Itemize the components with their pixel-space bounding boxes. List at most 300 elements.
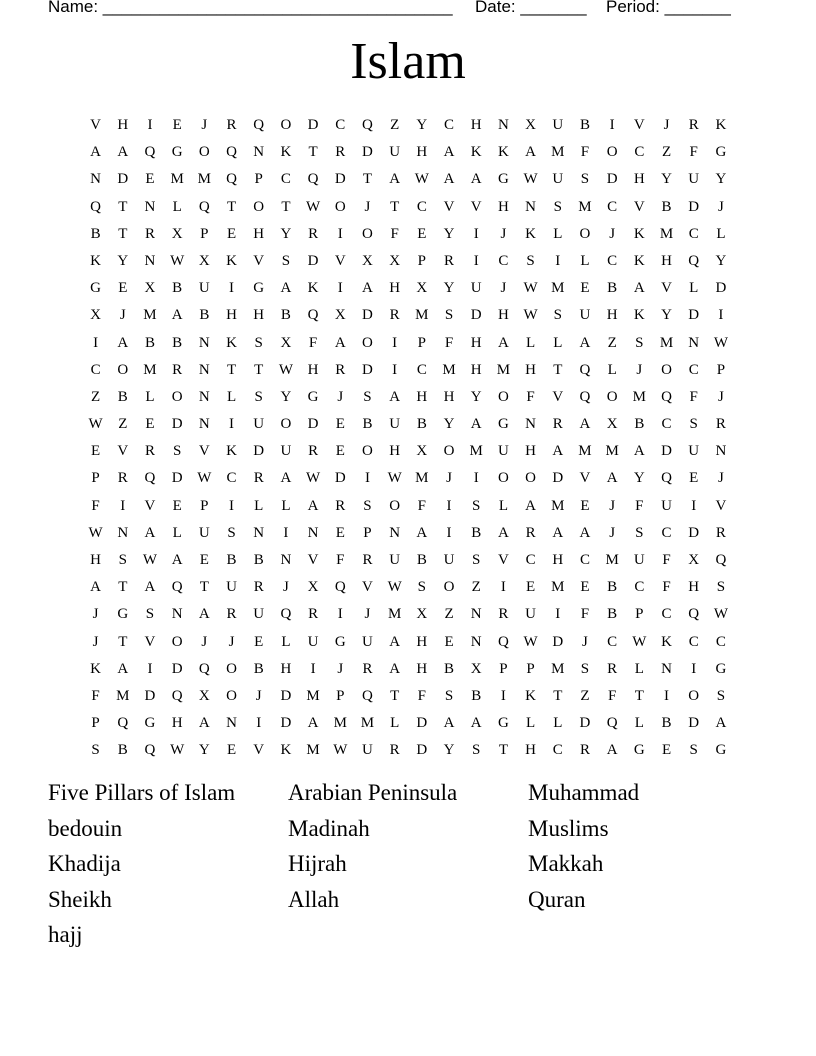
grid-letter: A: [307, 715, 319, 732]
grid-letter: K: [661, 633, 672, 650]
grid-letter: E: [526, 579, 536, 596]
grid-letter: W: [306, 198, 321, 215]
grid-letter: R: [226, 606, 237, 623]
grid-letter: C: [688, 633, 699, 650]
grid-letter: I: [718, 307, 724, 324]
grid-row: [82, 302, 735, 329]
grid-letter: I: [229, 416, 235, 433]
grid-letter: O: [226, 687, 237, 704]
grid-letter: M: [605, 552, 619, 568]
grid-letter: G: [715, 144, 727, 161]
grid-letter: S: [553, 307, 562, 324]
grid-letter: K: [226, 443, 237, 460]
grid-letter: D: [334, 470, 346, 487]
grid-letter: C: [661, 606, 672, 623]
grid-letter: J: [337, 660, 344, 677]
grid-letter: J: [636, 361, 643, 378]
grid-letter: G: [253, 280, 265, 297]
grid-letter: L: [281, 497, 291, 514]
grid-letter: R: [579, 742, 590, 759]
grid-letter: E: [689, 470, 699, 487]
grid-letter: D: [280, 687, 292, 704]
grid-letter: F: [662, 552, 671, 568]
grid-letter: V: [253, 742, 265, 759]
grid-letter: B: [607, 606, 618, 623]
grid-letter: P: [417, 334, 427, 351]
grid-letter: A: [144, 524, 156, 541]
grid-row: [82, 656, 735, 683]
grid-row: [82, 493, 735, 520]
grid-letter: L: [553, 334, 563, 351]
grid-letter: R: [335, 144, 346, 161]
grid-letter: C: [579, 552, 590, 568]
grid-letter: F: [417, 687, 427, 704]
grid-letter: R: [362, 660, 373, 677]
grid-letter: A: [171, 307, 183, 324]
grid-letter: C: [416, 361, 427, 378]
grid-letter: T: [390, 687, 400, 704]
name-field-label[interactable]: Name: _____________________________________: [48, 0, 453, 16]
grid-letter: G: [633, 742, 645, 759]
grid-row: [82, 438, 735, 465]
grid-letter: F: [580, 144, 590, 161]
grid-letter: A: [443, 144, 455, 161]
grid-letter: I: [392, 334, 398, 351]
grid-letter: J: [500, 280, 507, 297]
grid-letter: Y: [280, 388, 292, 405]
grid-letter: B: [280, 307, 291, 324]
grid-letter: J: [717, 198, 724, 215]
grid-letter: S: [689, 416, 698, 433]
grid-letter: M: [387, 606, 402, 623]
grid-letter: T: [362, 171, 373, 188]
grid-letter: N: [144, 198, 156, 215]
grid-letter: A: [171, 552, 183, 568]
grid-letter: A: [715, 715, 727, 732]
grid-letter: A: [117, 144, 129, 161]
grid-letter: J: [201, 633, 208, 650]
grid-letter: Q: [144, 144, 156, 161]
grid-letter: O: [443, 443, 455, 460]
grid-row: [82, 357, 735, 384]
grid-letter: S: [281, 252, 291, 269]
grid-letter: S: [472, 497, 481, 514]
grid-letter: M: [442, 361, 456, 378]
grid-letter: M: [143, 307, 157, 324]
grid-letter: E: [580, 579, 590, 596]
grid-letter: C: [661, 524, 672, 541]
grid-letter: V: [715, 497, 727, 514]
grid-letter: N: [497, 117, 509, 133]
grid-letter: L: [716, 225, 726, 242]
grid-letter: A: [389, 660, 401, 677]
grid-letter: Z: [471, 579, 481, 596]
grid-letter: U: [280, 443, 292, 460]
grid-letter: S: [716, 687, 726, 704]
grid-letter: E: [172, 497, 182, 514]
grid-letter: N: [525, 416, 537, 433]
grid-letter: K: [525, 687, 537, 704]
grid-letter: T: [254, 361, 264, 378]
grid-letter: H: [470, 117, 482, 133]
grid-letter: N: [688, 334, 700, 351]
grid-letter: A: [307, 497, 319, 514]
grid-letter: Y: [661, 171, 672, 188]
grid-letter: O: [525, 470, 537, 487]
grid-letter: W: [197, 470, 212, 487]
grid-letter: M: [415, 307, 429, 324]
grid-letter: O: [606, 388, 618, 405]
grid-letter: W: [170, 252, 185, 269]
grid-letter: Q: [661, 470, 672, 487]
grid-letter: K: [633, 307, 645, 324]
grid-letter: G: [307, 388, 319, 405]
grid-letter: Q: [606, 715, 618, 732]
grid-letter: R: [525, 524, 536, 541]
grid-letter: P: [635, 606, 644, 623]
grid-letter: V: [470, 198, 482, 215]
word-list-item: hajj: [48, 922, 83, 947]
grid-letter: F: [526, 388, 535, 405]
grid-letter: S: [635, 334, 644, 351]
word-list-item: Muslims: [528, 815, 609, 841]
grid-letter: M: [551, 579, 565, 596]
grid-letter: E: [145, 171, 155, 188]
grid-letter: D: [552, 470, 564, 487]
grid-letter: O: [280, 416, 292, 433]
grid-letter: H: [443, 388, 455, 405]
word-list-item: Makkah: [528, 851, 604, 876]
grid-letter: A: [198, 715, 210, 732]
grid-letter: S: [227, 524, 236, 541]
grid-letter: D: [362, 307, 373, 324]
grid-letter: B: [444, 660, 455, 677]
grid-letter: U: [389, 416, 401, 433]
grid-letter: O: [198, 144, 210, 161]
grid-letter: S: [145, 606, 155, 623]
grid-letter: L: [526, 715, 536, 732]
grid-letter: B: [416, 552, 427, 568]
grid-letter: F: [444, 334, 454, 351]
grid-letter: I: [256, 715, 262, 732]
grid-letter: V: [362, 579, 373, 596]
grid-letter: K: [280, 742, 292, 759]
grid-letter: L: [145, 388, 155, 405]
grid-letter: D: [307, 117, 319, 133]
grid-letter: D: [688, 524, 700, 541]
period-field-label[interactable]: Period: _______: [606, 0, 731, 16]
grid-letter: X: [307, 579, 319, 596]
grid-letter: W: [333, 742, 348, 759]
grid-letter: H: [470, 334, 482, 351]
grid-letter: M: [551, 497, 565, 514]
grid-letter: V: [334, 252, 346, 269]
grid-letter: E: [580, 497, 590, 514]
grid-letter: W: [523, 171, 538, 188]
grid-letter: B: [117, 388, 128, 405]
grid-letter: M: [415, 470, 429, 487]
word-list-item: Quran: [528, 886, 586, 912]
grid-row: [82, 248, 735, 275]
grid-letter: P: [363, 524, 372, 541]
grid-letter: N: [280, 552, 292, 568]
grid-letter: X: [416, 443, 428, 460]
grid-letter: N: [525, 198, 537, 215]
grid-letter: M: [578, 443, 592, 460]
grid-letter: D: [171, 660, 183, 677]
grid-letter: C: [444, 117, 455, 133]
grid-letter: H: [497, 198, 509, 215]
grid-letter: A: [470, 171, 482, 188]
grid-letter: W: [523, 633, 538, 650]
word-list-item: Allah: [288, 886, 340, 912]
grid-letter: N: [90, 171, 102, 188]
grid-letter: J: [717, 388, 724, 405]
grid-letter: Y: [633, 470, 645, 487]
grid-letter: Z: [444, 606, 454, 623]
grid-letter: A: [606, 470, 618, 487]
grid-letter: N: [389, 524, 401, 541]
grid-letter: O: [497, 388, 509, 405]
grid-letter: B: [661, 198, 672, 215]
grid-letter: Q: [90, 198, 102, 215]
grid-letter: Z: [390, 117, 400, 133]
grid-letter: B: [117, 742, 128, 759]
grid-letter: F: [91, 687, 100, 704]
grid-letter: W: [387, 579, 402, 596]
grid-letter: V: [661, 280, 672, 297]
grid-letter: S: [363, 388, 372, 405]
grid-letter: X: [606, 416, 618, 433]
grid-letter: Q: [715, 552, 727, 568]
grid-letter: G: [117, 606, 129, 623]
grid-letter: Y: [715, 171, 727, 188]
grid-letter: I: [229, 497, 235, 514]
grid-letter: V: [579, 470, 591, 487]
grid-letter: U: [470, 280, 482, 297]
grid-letter: B: [607, 579, 618, 596]
grid-letter: F: [607, 687, 617, 704]
grid-letter: U: [307, 633, 319, 650]
grid-letter: T: [281, 198, 291, 215]
grid-letter: W: [523, 307, 538, 324]
grid-letter: N: [470, 633, 482, 650]
grid-letter: S: [472, 552, 481, 568]
grid-letter: D: [307, 252, 319, 269]
grid-letter: Q: [688, 252, 700, 269]
grid-letter: V: [198, 443, 210, 460]
grid-letter: S: [635, 524, 644, 541]
grid-letter: D: [171, 470, 183, 487]
grid-letter: L: [172, 524, 182, 541]
grid-letter: L: [580, 252, 590, 269]
grid-letter: V: [497, 552, 509, 568]
grid-letter: M: [306, 742, 320, 759]
grid-letter: T: [226, 198, 237, 215]
grid-letter: R: [308, 225, 319, 242]
grid-row: [82, 465, 735, 492]
grid-letter: V: [144, 633, 156, 650]
grid-letter: D: [661, 443, 672, 460]
grid-letter: W: [387, 470, 402, 487]
grid-letter: J: [201, 117, 208, 133]
grid-letter: D: [715, 280, 727, 297]
grid-letter: R: [389, 307, 400, 324]
grid-row: [82, 629, 735, 656]
grid-letter: Q: [497, 633, 509, 650]
grid-letter: I: [555, 606, 561, 623]
grid-letter: G: [715, 742, 727, 759]
grid-letter: T: [553, 687, 563, 704]
grid-letter: Q: [117, 715, 129, 732]
grid-letter: L: [172, 198, 182, 215]
grid-letter: E: [417, 225, 427, 242]
grid-row: [82, 112, 735, 139]
grid-letter: O: [389, 497, 401, 514]
grid-letter: H: [470, 361, 482, 378]
grid-letter: O: [443, 579, 455, 596]
grid-letter: H: [416, 144, 428, 161]
grid-letter: L: [607, 361, 617, 378]
grid-letter: N: [198, 334, 210, 351]
grid-letter: X: [416, 606, 428, 623]
grid-letter: B: [144, 334, 155, 351]
grid-letter: I: [691, 497, 697, 514]
grid-letter: D: [362, 361, 373, 378]
grid-letter: S: [472, 742, 481, 759]
grid-letter: E: [118, 280, 128, 297]
grid-letter: V: [633, 198, 645, 215]
grid-letter: W: [632, 633, 647, 650]
grid-letter: I: [473, 470, 479, 487]
grid-letter: T: [199, 579, 209, 596]
grid-letter: N: [171, 606, 183, 623]
grid-letter: G: [144, 715, 156, 732]
grid-letter: Q: [226, 171, 237, 188]
grid-letter: E: [580, 280, 590, 297]
grid-letter: A: [117, 660, 129, 677]
grid-letter: L: [634, 660, 644, 677]
grid-letter: S: [254, 334, 263, 351]
grid-letter: X: [688, 552, 700, 568]
grid-letter: C: [90, 361, 101, 378]
grid-letter: U: [633, 552, 645, 568]
grid-letter: S: [444, 687, 454, 704]
grid-letter: U: [253, 606, 265, 623]
grid-letter: J: [582, 633, 588, 650]
grid-letter: T: [118, 225, 128, 242]
word-list-item: Arabian Peninsula: [288, 780, 458, 805]
grid-letter: O: [606, 144, 618, 161]
grid-letter: D: [144, 687, 156, 704]
grid-letter: X: [144, 280, 156, 297]
grid-letter: S: [172, 443, 182, 460]
grid-letter: U: [525, 606, 537, 623]
grid-letter: C: [715, 633, 726, 650]
grid-letter: M: [170, 171, 184, 188]
grid-letter: U: [362, 633, 373, 650]
grid-letter: Y: [280, 225, 292, 242]
grid-letter: F: [390, 225, 399, 242]
grid-letter: R: [226, 117, 237, 133]
grid-letter: R: [144, 225, 155, 242]
grid-letter: G: [497, 171, 509, 188]
grid-letter: K: [226, 252, 237, 269]
grid-letter: I: [147, 660, 153, 677]
grid-row: [82, 166, 735, 193]
grid-letter: X: [198, 687, 210, 704]
grid-letter: N: [198, 416, 210, 433]
grid-letter: N: [253, 144, 265, 161]
grid-letter: X: [525, 117, 537, 133]
grid-letter: A: [443, 171, 455, 188]
grid-letter: B: [253, 552, 264, 568]
grid-letter: U: [552, 171, 564, 188]
grid-letter: G: [334, 633, 346, 650]
grid-letter: E: [226, 742, 237, 759]
grid-letter: L: [553, 225, 563, 242]
grid-row: [82, 710, 735, 737]
grid-letter: J: [364, 606, 371, 623]
grid-letter: F: [689, 144, 698, 161]
grid-letter: A: [443, 715, 455, 732]
grid-row: [82, 384, 735, 411]
grid-letter: K: [90, 252, 102, 269]
grid-letter: C: [280, 171, 291, 188]
grid-letter: I: [392, 361, 398, 378]
grid-letter: D: [470, 307, 482, 324]
grid-letter: B: [362, 416, 373, 433]
grid-letter: B: [199, 307, 210, 324]
grid-letter: J: [282, 579, 289, 596]
grid-letter: L: [254, 497, 264, 514]
grid-letter: B: [579, 117, 590, 133]
grid-letter: S: [417, 579, 427, 596]
grid-letter: D: [253, 443, 265, 460]
grid-letter: E: [199, 552, 209, 568]
grid-letter: B: [226, 552, 237, 568]
grid-letter: Q: [688, 606, 700, 623]
grid-letter: I: [120, 497, 126, 514]
grid-letter: P: [91, 715, 100, 732]
grid-letter: J: [717, 470, 724, 487]
grid-letter: Q: [307, 171, 319, 188]
grid-letter: Y: [198, 742, 210, 759]
grid-letter: I: [609, 117, 615, 133]
grid-letter: R: [308, 443, 319, 460]
grid-letter: O: [253, 198, 265, 215]
grid-letter: I: [446, 524, 452, 541]
grid-letter: Z: [580, 687, 590, 704]
word-list-item: Muhammad: [528, 780, 640, 805]
grid-letter: N: [198, 388, 210, 405]
grid-letter: Q: [307, 307, 319, 324]
grid-letter: S: [580, 171, 590, 188]
grid-letter: M: [632, 388, 647, 405]
grid-letter: O: [688, 687, 700, 704]
grid-letter: I: [473, 252, 479, 269]
grid-letter: C: [335, 117, 346, 133]
grid-letter: Q: [253, 117, 265, 133]
grid-letter: J: [92, 633, 99, 650]
grid-letter: H: [253, 225, 265, 242]
grid-letter: J: [255, 687, 262, 704]
date-field-label[interactable]: Date: _______: [475, 0, 587, 16]
grid-letter: B: [471, 687, 482, 704]
grid-letter: A: [334, 334, 346, 351]
grid-letter: M: [360, 715, 375, 732]
grid-letter: M: [116, 687, 130, 704]
